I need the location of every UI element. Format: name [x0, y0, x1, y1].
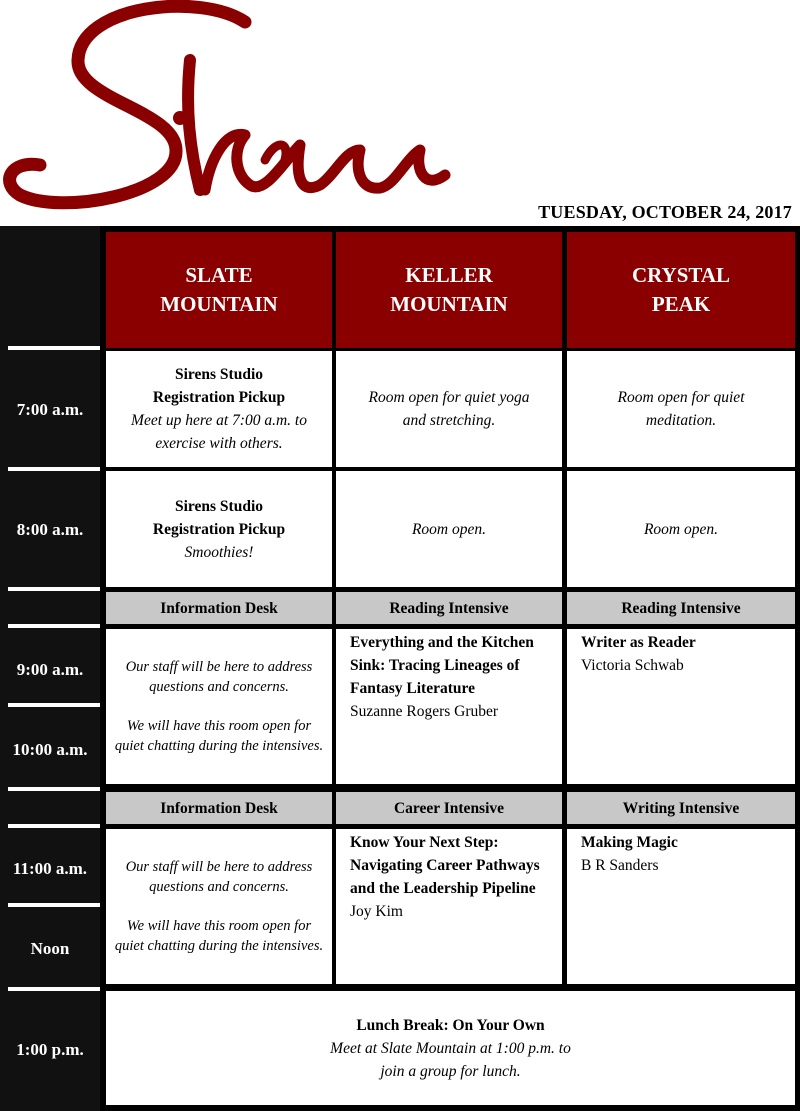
session-writing-intensive-crystal: Making Magic B R Sanders	[567, 829, 795, 984]
time-label-11am: 11:00 a.m.	[12, 859, 88, 878]
slot-7am-crystal: Room open for quiet meditation.	[567, 351, 795, 467]
track-header-crystal-2: Writing Intensive	[567, 792, 795, 824]
slot-8am-crystal: Room open.	[567, 471, 795, 587]
time-label-9am: 9:00 a.m.	[16, 660, 84, 679]
time-label-7am: 7:00 a.m.	[16, 400, 84, 419]
slot-7am-keller: Room open for quiet yoga and stretching.	[336, 351, 562, 467]
room-header-slate: SLATE MOUNTAIN	[106, 232, 332, 348]
room-header-crystal: CRYSTAL PEAK	[567, 232, 795, 348]
track-header-keller-1: Reading Intensive	[336, 592, 562, 624]
info-desk-note-2: Our staff will be here to address questions and concerns. We will have this room open for quiet chatting during the intensives.	[106, 829, 332, 984]
track-header-slate-1: Information Desk	[106, 592, 332, 624]
session-career-intensive-keller: Know Your Next Step: Navigating Career Pathways and the Leadership Pipeline Joy Kim	[336, 829, 562, 984]
slot-7am-slate: Sirens Studio Registration Pickup Meet up here at 7:00 a.m. to exercise with others.	[106, 351, 332, 467]
slot-8am-slate: Sirens Studio Registration Pickup Smoothies!	[106, 471, 332, 587]
time-column	[0, 226, 100, 1111]
slot-8am-keller: Room open.	[336, 471, 562, 587]
time-label-noon: Noon	[30, 939, 70, 958]
session-reading-intensive-crystal: Writer as Reader Victoria Schwab	[567, 629, 795, 784]
session-reading-intensive-keller: Everything and the Kitchen Sink: Tracing Lineages of Fantasy Literature Suzanne Rogers Gruber	[336, 629, 562, 784]
track-header-keller-2: Career Intensive	[336, 792, 562, 824]
schedule-date: TUESDAY, OCTOBER 24, 2017	[538, 202, 792, 222]
room-header-keller: KELLER MOUNTAIN	[336, 232, 562, 348]
schedule-grid	[100, 226, 800, 1111]
time-label-1pm: 1:00 p.m.	[16, 1040, 84, 1059]
info-desk-note-1: Our staff will be here to address questions and concerns. We will have this room open for quiet chatting during the intensives.	[106, 629, 332, 784]
time-label-8am: 8:00 a.m.	[16, 520, 84, 539]
time-label-10am: 10:00 a.m.	[12, 740, 88, 759]
sirens-logo	[0, 0, 470, 230]
track-header-slate-2: Information Desk	[106, 792, 332, 824]
track-header-crystal-1: Reading Intensive	[567, 592, 795, 624]
lunch-break-slot: Lunch Break: On Your Own Meet at Slate Mountain at 1:00 p.m. to join a group for lunch.	[106, 991, 795, 1105]
